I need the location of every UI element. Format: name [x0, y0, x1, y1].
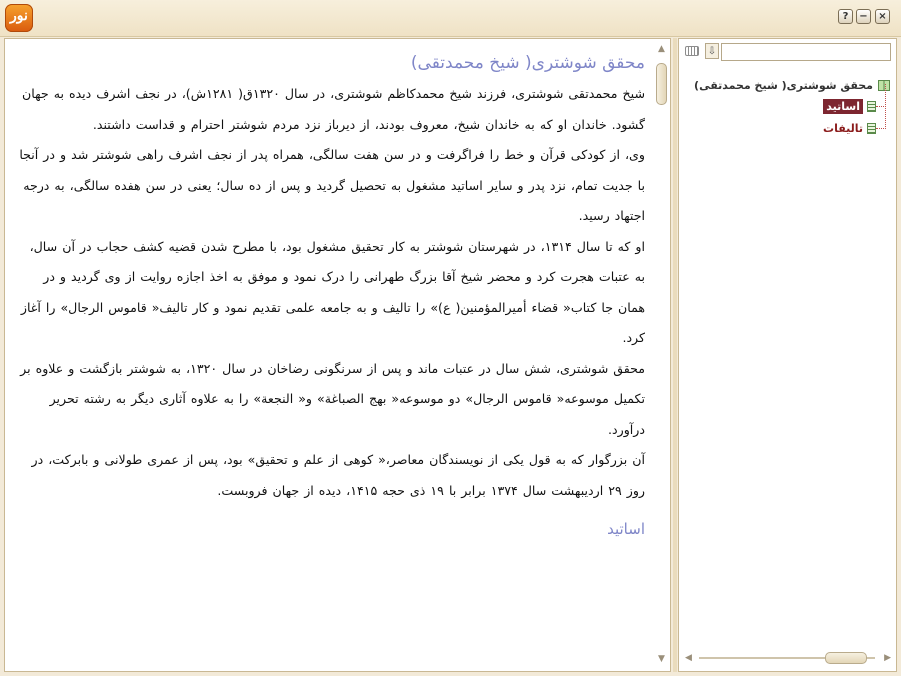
page-icon — [867, 101, 876, 112]
scroll-up-icon[interactable]: ▲ — [658, 44, 665, 54]
keyboard-icon[interactable] — [685, 46, 699, 56]
section-heading: اساتید — [607, 520, 645, 538]
toc-tree — [685, 75, 890, 139]
tree-item-asatid[interactable] — [685, 95, 876, 117]
document-content — [15, 47, 645, 544]
scroll-thumb[interactable] — [825, 652, 867, 664]
paragraph: او که تا سال ۱۳۱۴، در شهرستان شوشتر به کار تحقیق مشغول بود، با مطرح شدن قضیه کشف حجاب در آن سال، به عتبات هجرت کرد و محضر شیخ آقا بزرگ طهرانی را درک نمود و موفق به اخذ اجازه روایت از وی گردید و در همان جا کتاب« قضاء أمیرالمؤمنین( ع)» را تالیف و به جامعه علمی تقدیم نمود و کار تالیف« قاموس الرجال» را آغاز کرد. — [20, 238, 645, 345]
vertical-scrollbar[interactable] — [655, 43, 668, 665]
app-logo-text: نور — [10, 8, 28, 24]
tree-item-label: تالیفات — [823, 121, 863, 135]
tree-root-label: محقق شوشتری( شیخ محمدتقی) — [694, 78, 873, 92]
horizontal-scrollbar[interactable] — [683, 651, 893, 665]
minimize-button[interactable]: − — [856, 9, 871, 24]
search-bar — [683, 43, 893, 61]
paragraph: آن بزرگوار که به قول یکی از نویسندگان معاصر،« کوهی از علم و تحقیق» بود، پس از عمری طولانی و بابرکت، در روز ۲۹ اردیبهشت سال ۱۳۷۴ برابر با ۱۹ ذی حجه ۱۴۱۵، دیده از جهان فروبست. — [31, 452, 645, 498]
scroll-thumb[interactable] — [656, 63, 667, 105]
tree-connector — [876, 106, 886, 129]
tree-root-item[interactable] — [685, 75, 890, 95]
scroll-down-icon[interactable]: ▼ — [658, 654, 665, 664]
search-input[interactable] — [721, 43, 891, 61]
document-title: محقق شوشتری( شیخ محمدتقی) — [410, 53, 645, 73]
paragraph: وی، از کودکی قرآن و خط را فراگرفت و در سن هفت سالگی، همراه پدر از نجف اشرف راهی شوشتر شد و در آنجا با جدیت تمام، نزد پدر و سایر اساتید مشغول به تحصیل گردید و پس از ده سال؛ یعنی در سن هفده سالگی، به درجه اجتهاد رسید. — [19, 147, 645, 223]
search-button[interactable]: ⇩ — [705, 43, 719, 59]
help-button[interactable]: ? — [838, 9, 853, 24]
title-bar — [0, 0, 901, 37]
document-pane — [4, 38, 671, 672]
paragraph: محقق شوشتری، شش سال در عتبات ماند و پس از سرنگونی رضاخان در سال ۱۳۲۰، به شوشتر بازگشت و علاوه بر تکمیل موسوعه« قاموس الرجال» دو موسوعه« بهج الصباغة» و« النجعة» را به علاوه آثاری دیگر به رشته تحریر درآورد. — [20, 360, 645, 437]
tree-item-label: اساتید — [823, 99, 863, 114]
pane-splitter[interactable] — [673, 38, 677, 672]
paragraph: شیخ محمدتقی شوشتری، فرزند شیخ محمدکاظم شوشتری، در سال ۱۳۲۰ق( ۱۲۸۱ش)، در نجف اشرف دیده به جهان گشود. خاندان او که به خاندان شیخ، معروف بودند، از دیرباز نزد مردم شوشتر احترام و قداست داشتند. — [22, 86, 645, 132]
page-icon — [867, 123, 876, 134]
close-button[interactable]: × — [875, 9, 890, 24]
tree-connector — [876, 84, 886, 107]
tree-item-talifat[interactable] — [685, 117, 876, 139]
scroll-right-icon[interactable]: ▶ — [884, 653, 891, 663]
app-logo-icon[interactable] — [5, 4, 33, 32]
scroll-left-icon[interactable]: ◀ — [685, 653, 692, 663]
sidebar — [678, 38, 897, 672]
